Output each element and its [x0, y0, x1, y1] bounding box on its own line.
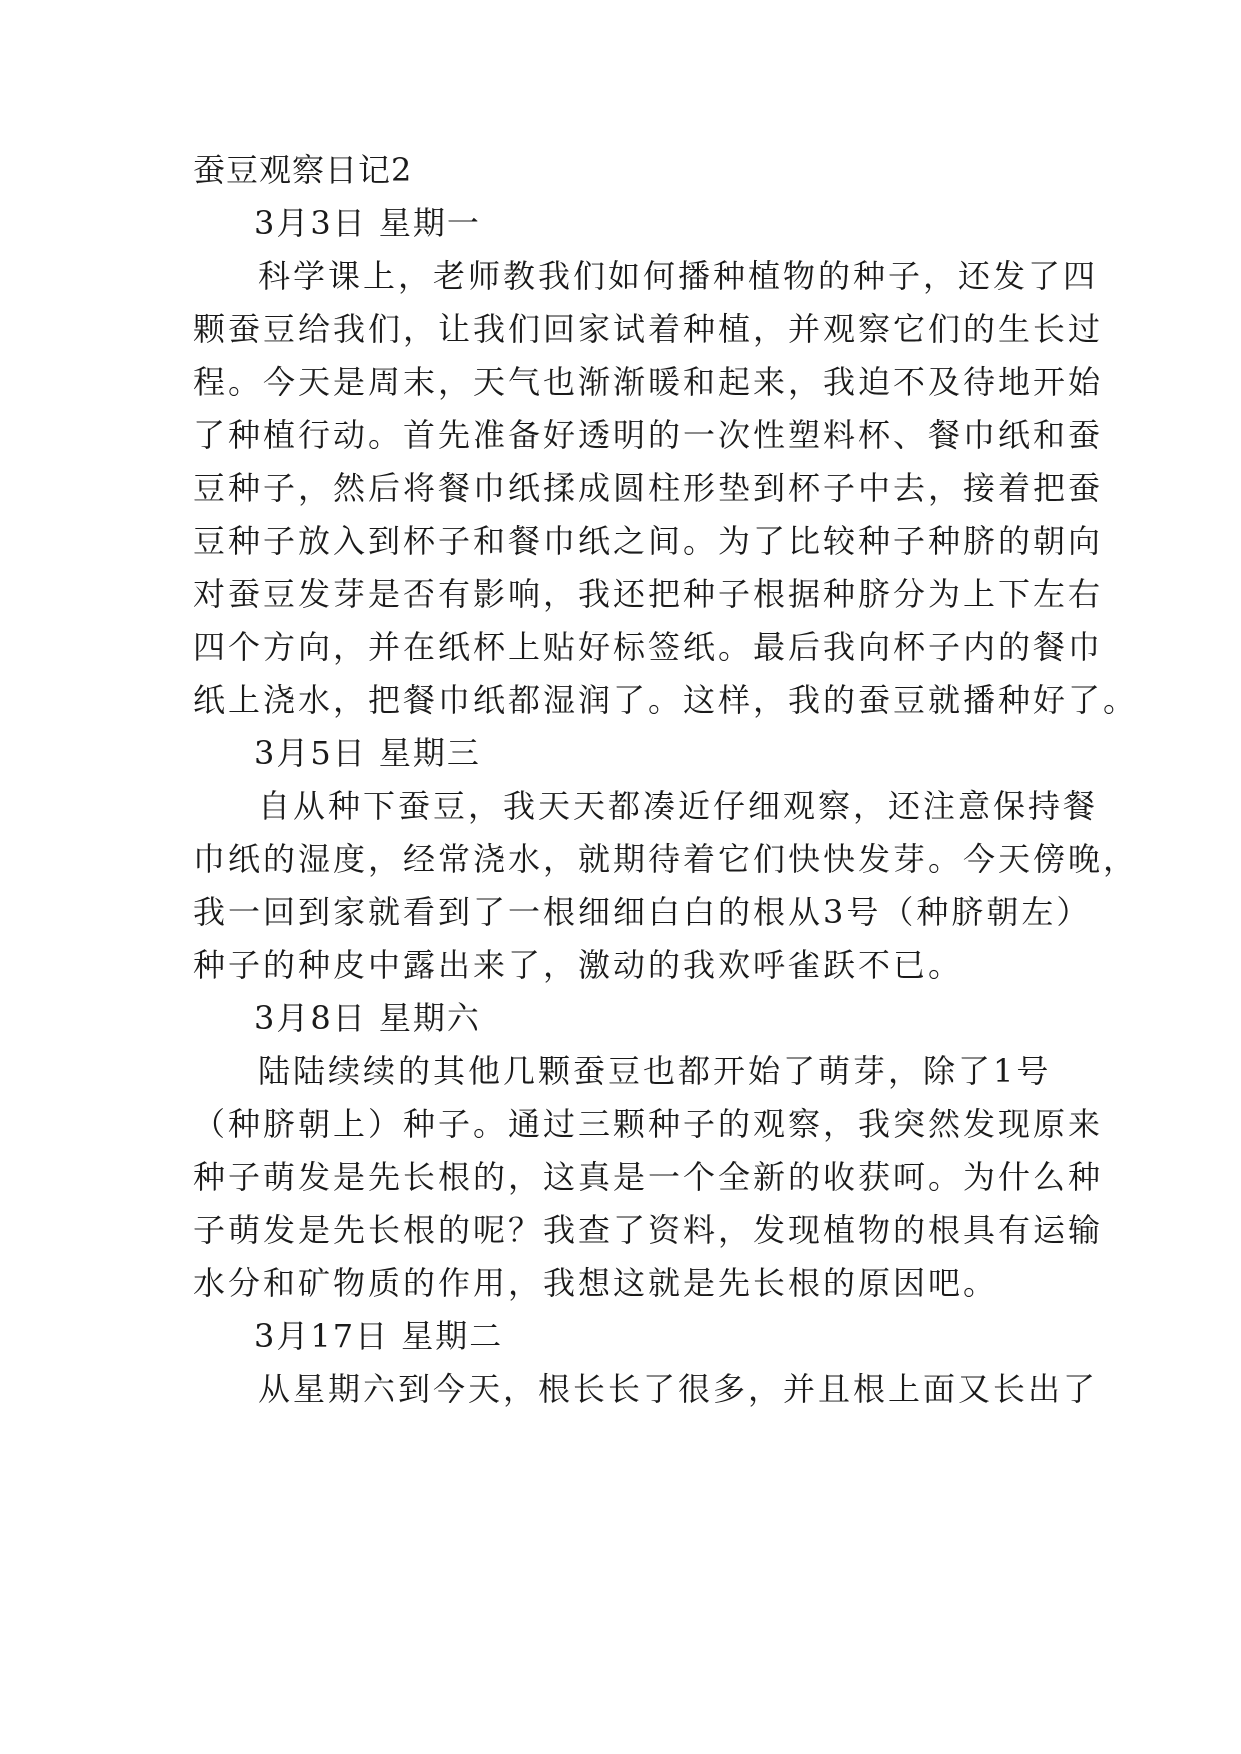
paragraph-line: 颗蚕豆给我们，让我们回家试着种植，并观察它们的生长过 — [193, 310, 1104, 348]
paragraph-line: 从星期六到今天，根长长了很多，并且根上面又长出了 — [258, 1370, 1099, 1408]
paragraph-line: （种脐朝上）种子。通过三颗种子的观察，我突然发现原来 — [193, 1105, 1104, 1143]
paragraph-line: 了种植行动。首先准备好透明的一次性塑料杯、餐巾纸和蚕 — [193, 416, 1104, 454]
paragraph-line: 巾纸的湿度，经常浇水，就期待着它们快快发芽。今天傍晚， — [193, 840, 1139, 878]
entry-date: 3月17日 星期二 — [254, 1317, 504, 1355]
paragraph-line: 程。今天是周末，天气也渐渐暖和起来，我迫不及待地开始 — [193, 363, 1104, 401]
entry-date: 3月3日 星期一 — [254, 204, 481, 242]
paragraph-line: 我一回到家就看到了一根细细白白的根从3号（种脐朝左） — [193, 893, 1092, 931]
entry-date: 3月8日 星期六 — [254, 999, 481, 1037]
paragraph-line: 种子萌发是先长根的，这真是一个全新的收获呵。为什么种 — [193, 1158, 1104, 1196]
paragraph-line: 陆陆续续的其他几颗蚕豆也都开始了萌芽，除了1号 — [258, 1052, 1052, 1090]
paragraph-line: 自从种下蚕豆，我天天都凑近仔细观察，还注意保持餐 — [258, 787, 1099, 825]
paragraph-line: 水分和矿物质的作用，我想这就是先长根的原因吧。 — [193, 1264, 999, 1302]
paragraph-line: 豆种子放入到杯子和餐巾纸之间。为了比较种子种脐的朝向 — [193, 522, 1104, 560]
entry-date: 3月5日 星期三 — [254, 734, 481, 772]
paragraph-line: 对蚕豆发芽是否有影响，我还把种子根据种脐分为上下左右 — [193, 575, 1104, 613]
paragraph-line: 科学课上，老师教我们如何播种植物的种子，还发了四 — [258, 257, 1099, 295]
paragraph-line: 种子的种皮中露出来了，激动的我欢呼雀跃不已。 — [193, 946, 964, 984]
document-title: 蚕豆观察日记2 — [193, 151, 413, 189]
paragraph-line: 四个方向，并在纸杯上贴好标签纸。最后我向杯子内的餐巾 — [193, 628, 1104, 666]
paragraph-line: 子萌发是先长根的呢？我查了资料，发现植物的根具有运输 — [193, 1211, 1104, 1249]
paragraph-line: 豆种子，然后将餐巾纸揉成圆柱形垫到杯子中去，接着把蚕 — [193, 469, 1104, 507]
paragraph-line: 纸上浇水，把餐巾纸都湿润了。这样，我的蚕豆就播种好了。 — [193, 681, 1139, 719]
